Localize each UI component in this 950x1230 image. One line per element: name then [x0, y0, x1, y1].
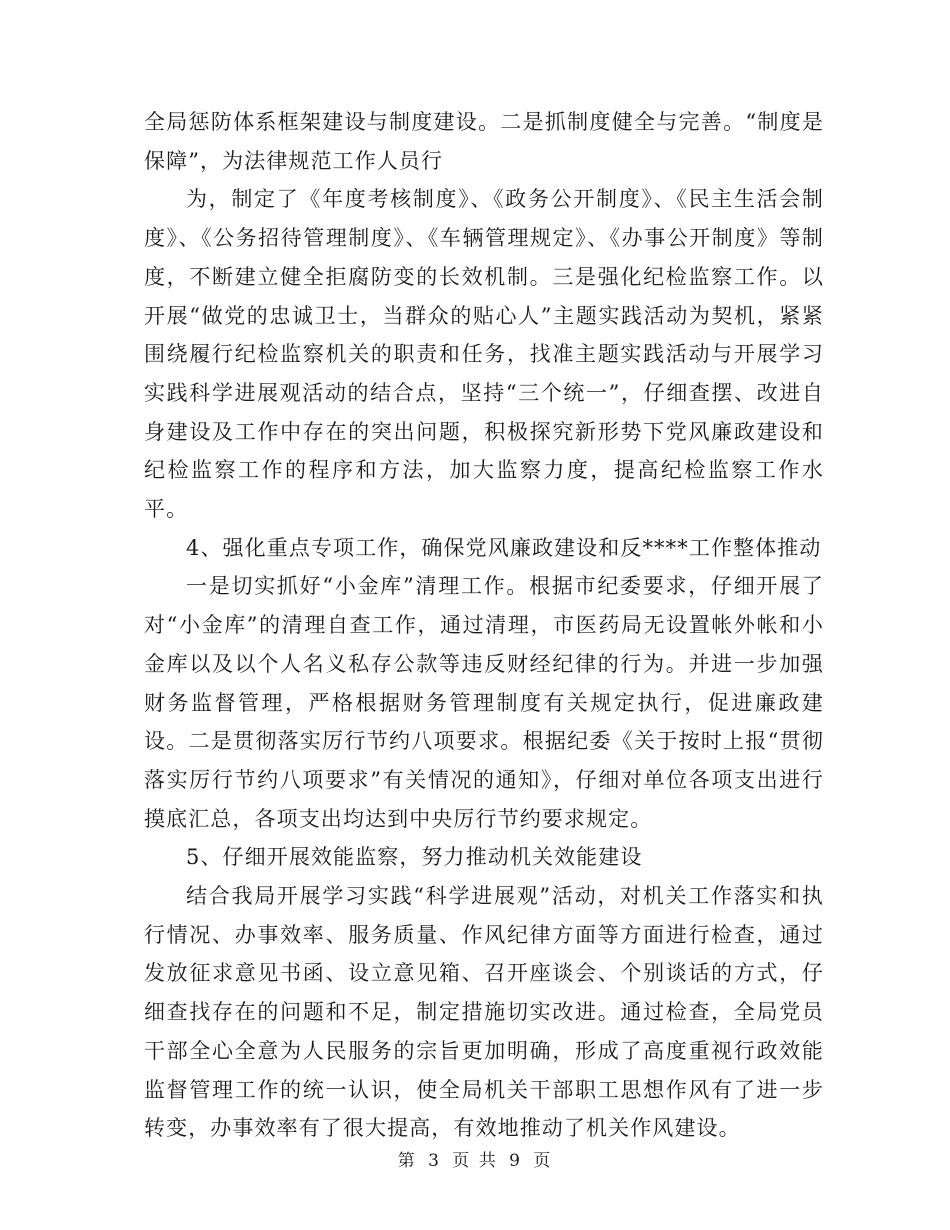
footer-middle: 页 共: [452, 1151, 498, 1171]
document-body: [144, 103, 824, 1148]
footer-prefix: 第: [397, 1151, 417, 1171]
paragraph-4: 结合我局开展学习实践“科学进展观”活动，对机关工作落实和执行情况、办事效率、服务质量、作风纪律方面等方面进行检查，通过发放征求意见书函、设立意见箱、召开座谈会、个别谈话的方式，仔细查找存在的问题和不足，制定措施切实改进。通过检查，全局党员干部全心全意为人民服务的宗旨更加明确，形成了高度重视行政效能监督管理工作的统一认识，使全局机关干部职工思想作风有了进一步转变，办事效率有了很大提高，有效地推动了机关作风建设。: [144, 884, 824, 1141]
paragraph-1: 全局惩防体系框架建设与制度建设。二是抓制度健全与完善。“制度是保障”，为法律规范工作人员行: [144, 110, 824, 173]
heading-item-5: 5、仔细开展效能监察，努力推动机关效能建设: [186, 845, 643, 870]
footer-total-pages: 9: [509, 1151, 522, 1171]
footer-suffix: 页: [533, 1151, 553, 1171]
paragraph-2: 为，制定了《年度考核制度》、《政务公开制度》、《民主生活会制度》、《公务招待管理制度》、《车辆管理规定》、《办事公开制度》等制度，不断建立健全拒腐防变的长效机制。三是强化纪检监察工作。以开展“做党的忠诚卫士，当群众的贴心人”主题实践活动为契机，紧紧围绕履行纪检监察机关的职责和任务，找准主题实践活动与开展学习实践科学进展观活动的结合点，坚持“三个统一”，仔细查摆、改进自身建设及工作中存在的突出问题，积极探究新形势下党风廉政建设和纪检监察工作的程序和方法，加大监察力度，提高纪检监察工作水平。: [144, 187, 824, 522]
paragraph-3: 一是切实抓好“小金库”清理工作。根据市纪委要求，仔细开展了对“小金库”的清理自查工作，通过清理，市医药局无设置帐外帐和小金库以及以个人名义私存公款等违反财经纪律的行为。并进一步加强财务监督管理，严格根据财务管理制度有关规定执行，促进廉政建设。二是贯彻落实厉行节约八项要求。根据纪委《关于按时上报“贯彻落实厉行节约八项要求”有关情况的通知》，仔细对单位各项支出进行摸底汇总，各项支出均达到中央厉行节约要求规定。: [144, 574, 824, 831]
heading-item-4: 4、强化重点专项工作，确保党风廉政建设和反****工作整体推动: [186, 535, 822, 560]
footer-current-page: 3: [428, 1151, 441, 1171]
page-footer: [0, 1146, 950, 1171]
